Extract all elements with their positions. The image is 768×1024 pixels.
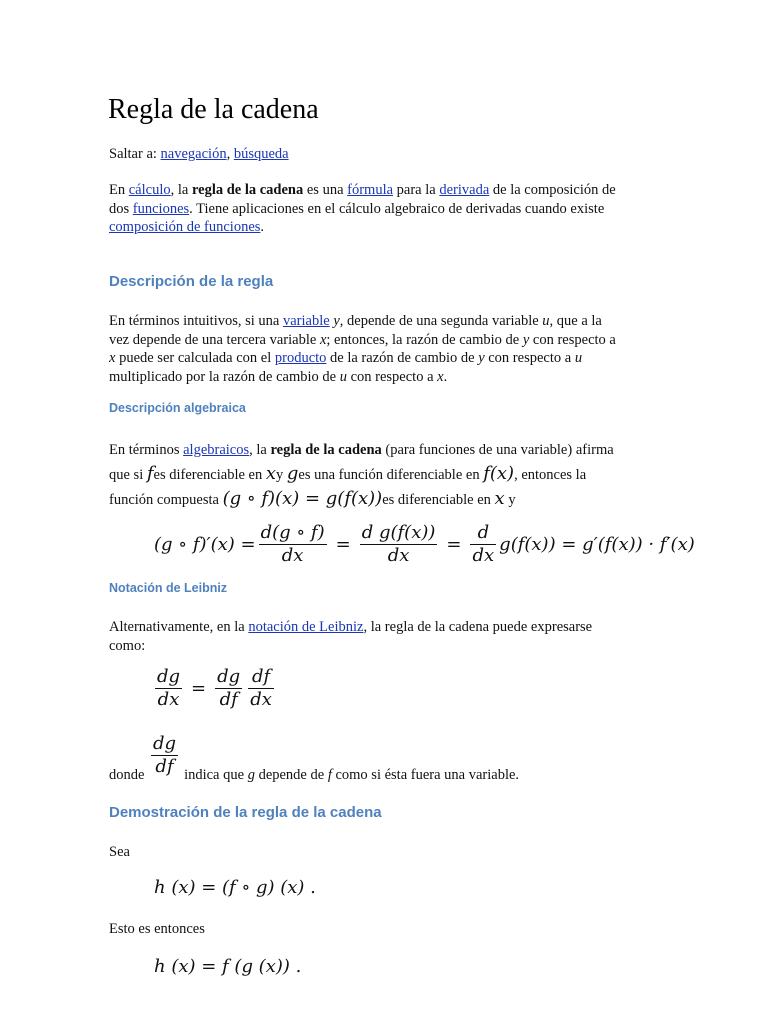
chain-rule-equation: (g ∘ f)′(x) = $\frac{d(g \circ f)}{dx}$ = $\frac{\text{d g(f(x))}}{dx}$ = $\frac{d}{dx}$ g(f(x)) = g′(f(x)) · f′(x): [154, 522, 695, 566]
variable-link[interactable]: variable: [283, 313, 330, 329]
donde-sentence: donde indica que g depende de f como si ésta fuera una variable.: [109, 767, 520, 783]
derivada-link[interactable]: derivada: [439, 182, 490, 198]
h-composition-equation: h (x) = f (g (x)) .: [154, 956, 302, 977]
section-heading-descripcion: Descripción de la regla: [109, 273, 274, 290]
descripcion-paragraph: En términos intuitivos, si una variable y, depende de una segunda variable u, que a la vez depende de una tercera variable x; entonces, la razón de cambio de y con respecto a x puede ser calculada con el producto de la razón de cambio de y con respecto a u multiplicado por la razón de cambio de u con respecto a x.: [109, 313, 616, 385]
leibniz-link[interactable]: notación de Leibniz: [248, 619, 364, 635]
formula-link[interactable]: fórmula: [347, 182, 394, 198]
subheading-leibniz: Notación de Leibniz: [109, 581, 228, 595]
dg-df-fraction: $\frac{dg}{df}$: [153, 733, 177, 777]
calculo-link[interactable]: cálculo: [128, 182, 171, 198]
algebraica-paragraph: En términos algebraicos, la regla de la cadena (para funciones de una variable) afirma que si fes diferenciable en xy ges una función diferenciable en f(x), entonces la función compuesta (g ∘ f)(x) = g(f(x))es diferenciable en x y: [109, 442, 614, 509]
page-title: Regla de la cadena: [108, 94, 319, 125]
composicion-link[interactable]: composición de funciones: [109, 219, 261, 235]
nav-link[interactable]: navegación: [160, 146, 227, 162]
algebraicos-link[interactable]: algebraicos: [183, 442, 250, 458]
h-definition-equation: h (x) = (f ∘ g) (x) .: [154, 877, 316, 898]
leibniz-equation: $\frac{dg}{dx}$ = $\frac{dg}{df}$ $\frac{df}{dx}$: [157, 666, 272, 710]
section-heading-demostracion: Demostración de la regla de la cadena: [109, 804, 382, 821]
search-link[interactable]: búsqueda: [233, 146, 289, 162]
subheading-algebraica: Descripción algebraica: [109, 401, 246, 415]
fraction-1: $\frac{d(g \circ f)}{dx}$: [260, 522, 325, 566]
esto-text: Esto es entonces: [109, 921, 205, 937]
leibniz-paragraph: Alternativamente, en la notación de Leibniz, la regla de la cadena puede expresarse como:: [109, 619, 593, 654]
fraction-2: $\frac{\text{d g(f(x))}}{dx}$: [361, 522, 436, 566]
producto-link[interactable]: producto: [274, 350, 327, 366]
funciones-link[interactable]: funciones: [132, 200, 190, 217]
jump-links: Saltar a: navegación, búsqueda: [109, 146, 289, 162]
intro-paragraph: En cálculo, la regla de la cadena es una fórmula para la derivada de la composición de dos funciones. Tiene aplicaciones en el cálculo algebraico de derivadas cuando existe composición de funciones.: [109, 182, 616, 235]
sea-text: Sea: [109, 844, 130, 860]
fraction-3: $\frac{d}{dx}$: [472, 522, 495, 566]
